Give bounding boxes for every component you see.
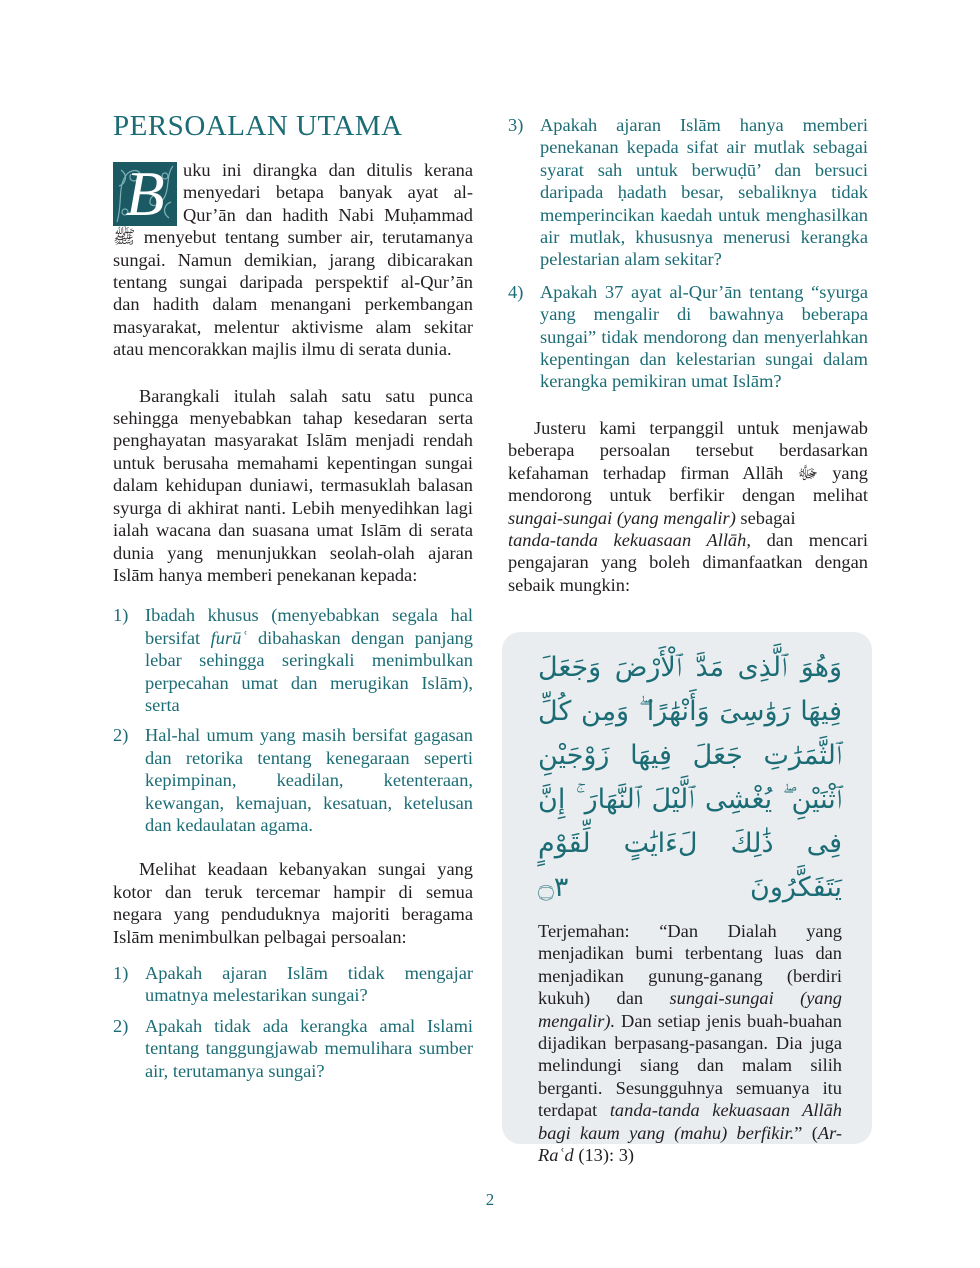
list-number: 4): [508, 281, 524, 302]
left-column: [113, 110, 473, 1090]
paragraph-4: Justeru kami terpanggil untuk menjawab beberapa persoalan tersebut berdasarkan kefahaman terhadap firman Allāh ﷻ yang mendorong untuk berfikir dengan melihat sungai-sungai (yang mengalir) sebagai tanda-tanda kekuasaan Allāh, dan mencari pengajaran yang boleh dimanfaatkan dengan sebaik mungkin:: [508, 417, 868, 595]
translation: Terjemahan: “Dan Dialah yang menjadikan bumi terbentang luas dan menjadikan gunung-ganang (berdiri kukuh) dan sungai-sungai (yang mengalir). Dan setiap jenis buah-buahan dijadikan berpasang-pasangan. Dia juga melindungi siang dan malam silih berganti. Sesungguhnya semuanya itu terdapat tanda-tanda kekuasaan Allāh bagi kaum yang (mahu) berfikir.” (Ar-Raʿd (13): 3): [538, 921, 843, 1166]
intro-text: uku ini dirangka dan ditulis kerana menyedari betapa banyak ayat al-Qur’ān dan hadith Nabi Muḥammad ﷺ menyebut tentang sumber air, terutamanya sungai. Namun demikian, jarang dibicarakan tentang sungai daripada perspektif al-Qur’ān dan hadith dalam menangani perkembangan masyarakat, melentur aktivisme alam sekitar atau mencorakkan majlis ilmu di serata dunia.: [113, 160, 473, 360]
list-number: 2): [113, 1015, 129, 1036]
list-number: 1): [113, 963, 129, 983]
arabic-verse: وَهُوَ ٱلَّذِى مَدَّ ٱلْأَرْضَ وَجَعَلَ فِيهَا رَوَٰسِىَ وَأَنْهَٰرًا ۖ وَمِن كُلِّ ٱلثَّمَرَٰتِ جَعَلَ فِيهَا زَوْجَيْنِ ٱثْنَيْنِ ۖ يُغْشِى ٱلَّيْلَ ٱلنَّهَارَ ۚ إِنَّ فِى ذَٰلِكَ لَءَايَٰتٍ لِّقَوْمٍ يَتَفَكَّرُونَ ۝٣: [538, 652, 842, 903]
paragraph-2: Barangkali itulah salah satu satu punca sehingga menyebabkan tahap kesedaran serta penghayatan masyarakat Islām menjadi rendah untuk berusaha memahami kepentingan sungai dalam kehidupan duniawi, termasuklah balasan syurga di akhirat nanti. Lebih menyedihkan lagi ialah wacana dan suasana umat Islām di serata dunia yang menunjukkan seolah-olah ajaran Islām hanya memberi penekanan kepada:: [113, 385, 473, 585]
question-list-left: [113, 962, 473, 1082]
question-list-right: [508, 114, 868, 393]
section-title: PERSOALAN UTAMA: [113, 110, 403, 142]
dropcap-letter: B: [125, 162, 165, 226]
list-number: 1): [113, 605, 129, 626]
list-item: 2) Hal-hal umum yang masih bersifat gagasan dan retorika tentang kenegaraan seperti kepimpinan, keadilan, ketenteraan, kewangan, kemajuan, kesatuan, ketelusan dan kedaulatan agama.: [113, 725, 473, 835]
paragraph-3: Melihat keadaan kebanyakan sungai yang kotor dan teruk tercemar hampir di semua negara yang penduduknya majoriti beragama Islām menimbulkan pelbagai persoalan:: [113, 859, 473, 947]
list-number: 2): [113, 725, 129, 746]
list-number: 3): [508, 115, 524, 135]
list-item: 2) Apakah tidak ada kerangka amal Islami tentang tanggungjawab memulihara sumber air, terutamanya sungai?: [113, 1015, 473, 1081]
list-item: 4) Apakah 37 ayat al-Qur’ān tentang “syurga yang mengalir di bawahnya beberapa sungai” tidak mendorong dan menyerlahkan kepentingan dan kelestarian sungai dalam kerangka pemikiran umat Islām?: [508, 281, 868, 392]
list-item: 1) Apakah ajaran Islām tidak mengajar umatnya melestarikan sungai?: [113, 963, 473, 1006]
emphasis-list: [113, 604, 473, 836]
list-item: 1) Ibadah khusus (menyebabkan segala hal bersifat furūʿ dibahaskan dengan panjang lebar sehingga seringkali menimbulkan perpecahan umat dan merugikan Islām), serta: [113, 605, 473, 715]
intro-paragraph: [113, 159, 473, 361]
quran-quote-box: [502, 632, 872, 1166]
right-column: [508, 114, 868, 596]
dropcap: [113, 162, 177, 226]
page-number: 2: [485, 1190, 495, 1209]
list-item: 3) Apakah ajaran Islām hanya memberi penekanan kepada sifat air mutlak sebagai syarat sah untuk berwuḍū’ dan bersuci daripada ḥadath besar, sebaliknya tidak memperincikan kaedah untuk menghasilkan air mutlak, khususnya menerusi kerangka pelestarian alam sekitar?: [508, 115, 868, 270]
